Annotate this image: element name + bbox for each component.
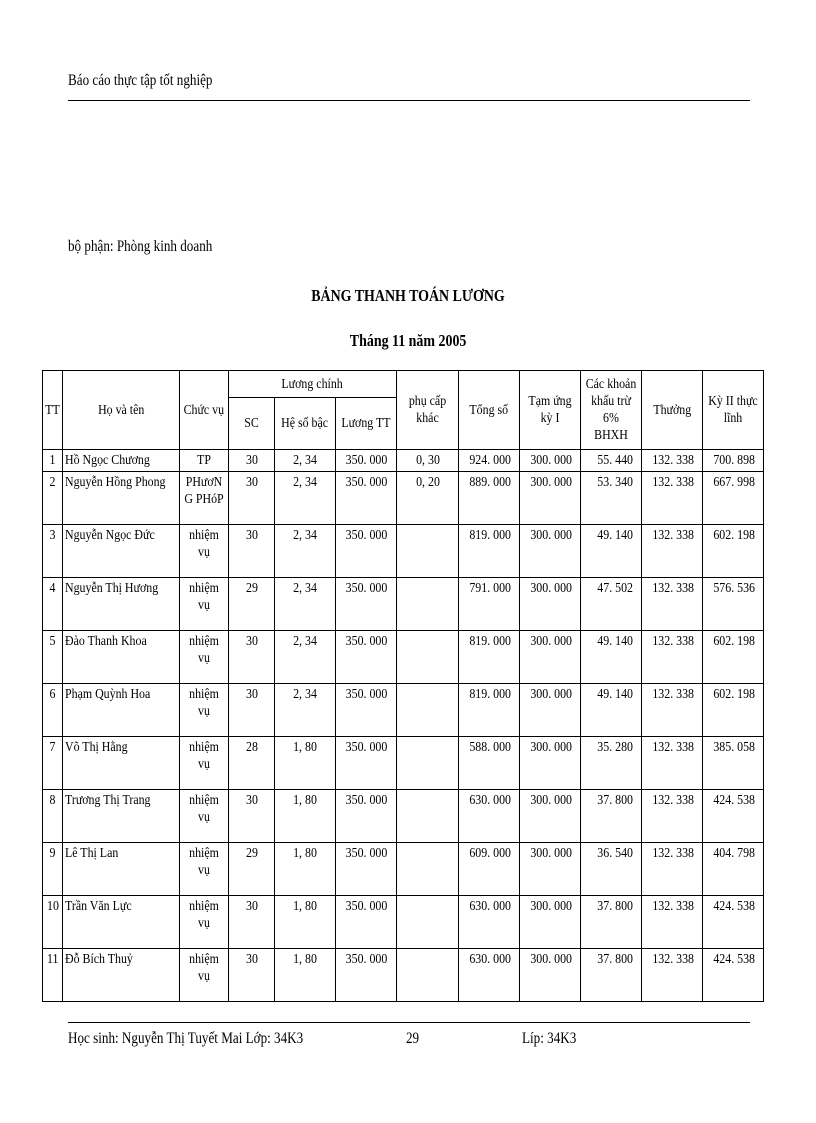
row-allowance: 0, 30 xyxy=(397,450,459,472)
row-deduction: 35. 280 xyxy=(581,737,642,790)
row-deduction: 49. 140 xyxy=(581,525,642,578)
header-divider xyxy=(68,100,750,101)
row-coefficient: 2, 34 xyxy=(275,472,336,525)
row-total: 609. 000 xyxy=(459,843,520,896)
row-advance: 300. 000 xyxy=(520,578,581,631)
row-sc: 30 xyxy=(229,684,275,737)
row-advance: 300. 000 xyxy=(520,525,581,578)
row-coefficient: 2, 34 xyxy=(275,450,336,472)
row-sc: 30 xyxy=(229,790,275,843)
row-tt: 9 xyxy=(43,843,63,896)
row-advance: 300. 000 xyxy=(520,472,581,525)
document-subtitle: Tháng 11 năm 2005 xyxy=(349,331,467,350)
row-sc: 30 xyxy=(229,631,275,684)
row-position: nhiệm vụ xyxy=(180,684,229,737)
row-deduction: 55. 440 xyxy=(581,450,642,472)
row-total: 924. 000 xyxy=(459,450,520,472)
row-allowance xyxy=(397,631,459,684)
row-base-salary: 350. 000 xyxy=(336,949,397,1002)
row-deduction: 53. 340 xyxy=(581,472,642,525)
row-net: 385. 058 xyxy=(703,737,764,790)
row-coefficient: 1, 80 xyxy=(275,949,336,1002)
header-main-salary: Lương chính xyxy=(229,371,397,398)
row-position: nhiệm vụ xyxy=(180,525,229,578)
row-position: nhiệm vụ xyxy=(180,843,229,896)
table-row xyxy=(43,790,764,843)
row-total: 889. 000 xyxy=(459,472,520,525)
header-deductions: Các khoản khấu trừ 6% BHXH xyxy=(581,371,642,450)
row-total: 791. 000 xyxy=(459,578,520,631)
department-label: bộ phận: Phòng kinh doanh xyxy=(68,238,213,255)
row-coefficient: 2, 34 xyxy=(275,684,336,737)
row-net: 602. 198 xyxy=(703,684,764,737)
footer-divider xyxy=(68,1022,750,1023)
row-bonus: 132. 338 xyxy=(642,843,703,896)
row-position: nhiệm vụ xyxy=(180,737,229,790)
row-total: 588. 000 xyxy=(459,737,520,790)
table-row xyxy=(43,684,764,737)
row-bonus: 132. 338 xyxy=(642,790,703,843)
row-allowance xyxy=(397,525,459,578)
document-subtitle-row xyxy=(0,331,816,351)
row-advance: 300. 000 xyxy=(520,631,581,684)
row-position: nhiệm vụ xyxy=(180,949,229,1002)
row-position: nhiệm vụ xyxy=(180,578,229,631)
row-sc: 29 xyxy=(229,578,275,631)
row-advance: 300. 000 xyxy=(520,450,581,472)
row-coefficient: 1, 80 xyxy=(275,790,336,843)
row-position: TP xyxy=(180,450,229,472)
row-allowance xyxy=(397,790,459,843)
row-name: Đỗ Bích Thuỷ xyxy=(63,949,180,1002)
row-coefficient: 1, 80 xyxy=(275,737,336,790)
row-advance: 300. 000 xyxy=(520,790,581,843)
row-coefficient: 2, 34 xyxy=(275,525,336,578)
row-base-salary: 350. 000 xyxy=(336,631,397,684)
row-net: 602. 198 xyxy=(703,631,764,684)
row-net: 404. 798 xyxy=(703,843,764,896)
row-sc: 30 xyxy=(229,525,275,578)
row-name: Đào Thanh Khoa xyxy=(63,631,180,684)
row-net: 576. 536 xyxy=(703,578,764,631)
row-coefficient: 1, 80 xyxy=(275,896,336,949)
header-sc: SC xyxy=(229,398,275,450)
header-allowance: phụ cấp khác xyxy=(397,371,459,450)
header-net: Kỳ II thực lĩnh xyxy=(703,371,764,450)
row-position: nhiệm vụ xyxy=(180,790,229,843)
row-base-salary: 350. 000 xyxy=(336,578,397,631)
document-title: BẢNG THANH TOÁN LƯƠNG xyxy=(311,286,505,305)
row-bonus: 132. 338 xyxy=(642,525,703,578)
row-name: Nguyễn Hồng Phong xyxy=(63,472,180,525)
row-deduction: 37. 800 xyxy=(581,949,642,1002)
row-base-salary: 350. 000 xyxy=(336,525,397,578)
table-row xyxy=(43,525,764,578)
row-net: 602. 198 xyxy=(703,525,764,578)
row-base-salary: 350. 000 xyxy=(336,790,397,843)
payroll-table xyxy=(42,370,764,1002)
table-row xyxy=(43,737,764,790)
row-name: Trần Văn Lực xyxy=(63,896,180,949)
row-tt: 3 xyxy=(43,525,63,578)
row-bonus: 132. 338 xyxy=(642,949,703,1002)
row-name: Nguyễn Thị Hương xyxy=(63,578,180,631)
table-row xyxy=(43,631,764,684)
row-base-salary: 350. 000 xyxy=(336,843,397,896)
row-sc: 30 xyxy=(229,472,275,525)
table-row xyxy=(43,843,764,896)
row-net: 424. 538 xyxy=(703,790,764,843)
footer-student: Học sinh: Nguyễn Thị Tuyết Mai Lớp: 34K3 xyxy=(68,1030,304,1047)
row-total: 630. 000 xyxy=(459,896,520,949)
row-allowance xyxy=(397,843,459,896)
row-tt: 6 xyxy=(43,684,63,737)
row-coefficient: 2, 34 xyxy=(275,631,336,684)
payroll-body xyxy=(43,450,764,1002)
header-position: Chức vụ xyxy=(180,371,229,450)
row-total: 630. 000 xyxy=(459,949,520,1002)
row-advance: 300. 000 xyxy=(520,684,581,737)
row-bonus: 132. 338 xyxy=(642,684,703,737)
row-advance: 300. 000 xyxy=(520,949,581,1002)
row-deduction: 36. 540 xyxy=(581,843,642,896)
row-advance: 300. 000 xyxy=(520,737,581,790)
header-bonus: Thưởng xyxy=(642,371,703,450)
row-allowance xyxy=(397,578,459,631)
row-net: 667. 998 xyxy=(703,472,764,525)
header-total: Tổng số xyxy=(459,371,520,450)
table-row xyxy=(43,896,764,949)
row-base-salary: 350. 000 xyxy=(336,472,397,525)
document-title-row xyxy=(0,286,816,306)
row-total: 819. 000 xyxy=(459,525,520,578)
row-advance: 300. 000 xyxy=(520,896,581,949)
row-allowance xyxy=(397,896,459,949)
row-net: 700. 898 xyxy=(703,450,764,472)
row-sc: 30 xyxy=(229,896,275,949)
row-allowance xyxy=(397,737,459,790)
row-name: Nguyễn Ngọc Đức xyxy=(63,525,180,578)
row-tt: 2 xyxy=(43,472,63,525)
row-advance: 300. 000 xyxy=(520,843,581,896)
page-number: 29 xyxy=(406,1030,420,1047)
row-allowance: 0, 20 xyxy=(397,472,459,525)
row-tt: 1 xyxy=(43,450,63,472)
row-base-salary: 350. 000 xyxy=(336,896,397,949)
header-tt: TT xyxy=(43,371,63,450)
row-name: Trương Thị Trang xyxy=(63,790,180,843)
row-tt: 4 xyxy=(43,578,63,631)
row-net: 424. 538 xyxy=(703,949,764,1002)
row-bonus: 132. 338 xyxy=(642,450,703,472)
row-sc: 30 xyxy=(229,450,275,472)
row-tt: 10 xyxy=(43,896,63,949)
row-bonus: 132. 338 xyxy=(642,631,703,684)
row-sc: 30 xyxy=(229,949,275,1002)
row-deduction: 49. 140 xyxy=(581,684,642,737)
row-deduction: 37. 800 xyxy=(581,790,642,843)
row-sc: 29 xyxy=(229,843,275,896)
table-row xyxy=(43,472,764,525)
table-row xyxy=(43,450,764,472)
row-deduction: 49. 140 xyxy=(581,631,642,684)
row-tt: 11 xyxy=(43,949,63,1002)
table-row xyxy=(43,578,764,631)
row-position: PHươN G PHóP xyxy=(180,472,229,525)
row-deduction: 37. 800 xyxy=(581,896,642,949)
row-name: Hồ Ngọc Chương xyxy=(63,450,180,472)
row-position: nhiệm vụ xyxy=(180,896,229,949)
row-name: Võ Thị Hằng xyxy=(63,737,180,790)
row-total: 819. 000 xyxy=(459,684,520,737)
row-deduction: 47. 502 xyxy=(581,578,642,631)
row-total: 630. 000 xyxy=(459,790,520,843)
row-sc: 28 xyxy=(229,737,275,790)
row-allowance xyxy=(397,684,459,737)
row-base-salary: 350. 000 xyxy=(336,450,397,472)
row-bonus: 132. 338 xyxy=(642,737,703,790)
header-coefficient: Hệ số bậc xyxy=(275,398,336,450)
footer-class: Líp: 34K3 xyxy=(522,1030,577,1047)
row-position: nhiệm vụ xyxy=(180,631,229,684)
row-base-salary: 350. 000 xyxy=(336,684,397,737)
row-total: 819. 000 xyxy=(459,631,520,684)
row-coefficient: 1, 80 xyxy=(275,843,336,896)
row-coefficient: 2, 34 xyxy=(275,578,336,631)
header-base-salary: Lương TT xyxy=(336,398,397,450)
row-bonus: 132. 338 xyxy=(642,896,703,949)
table-row xyxy=(43,949,764,1002)
row-allowance xyxy=(397,949,459,1002)
row-base-salary: 350. 000 xyxy=(336,737,397,790)
row-tt: 7 xyxy=(43,737,63,790)
row-tt: 5 xyxy=(43,631,63,684)
header-advance: Tạm ứng kỳ I xyxy=(520,371,581,450)
row-net: 424. 538 xyxy=(703,896,764,949)
row-tt: 8 xyxy=(43,790,63,843)
row-bonus: 132. 338 xyxy=(642,472,703,525)
row-name: Phạm Quỳnh Hoa xyxy=(63,684,180,737)
header-name: Họ và tên xyxy=(63,371,180,450)
row-name: Lê Thị Lan xyxy=(63,843,180,896)
row-bonus: 132. 338 xyxy=(642,578,703,631)
page-header: Báo cáo thực tập tốt nghiệp xyxy=(68,72,213,89)
